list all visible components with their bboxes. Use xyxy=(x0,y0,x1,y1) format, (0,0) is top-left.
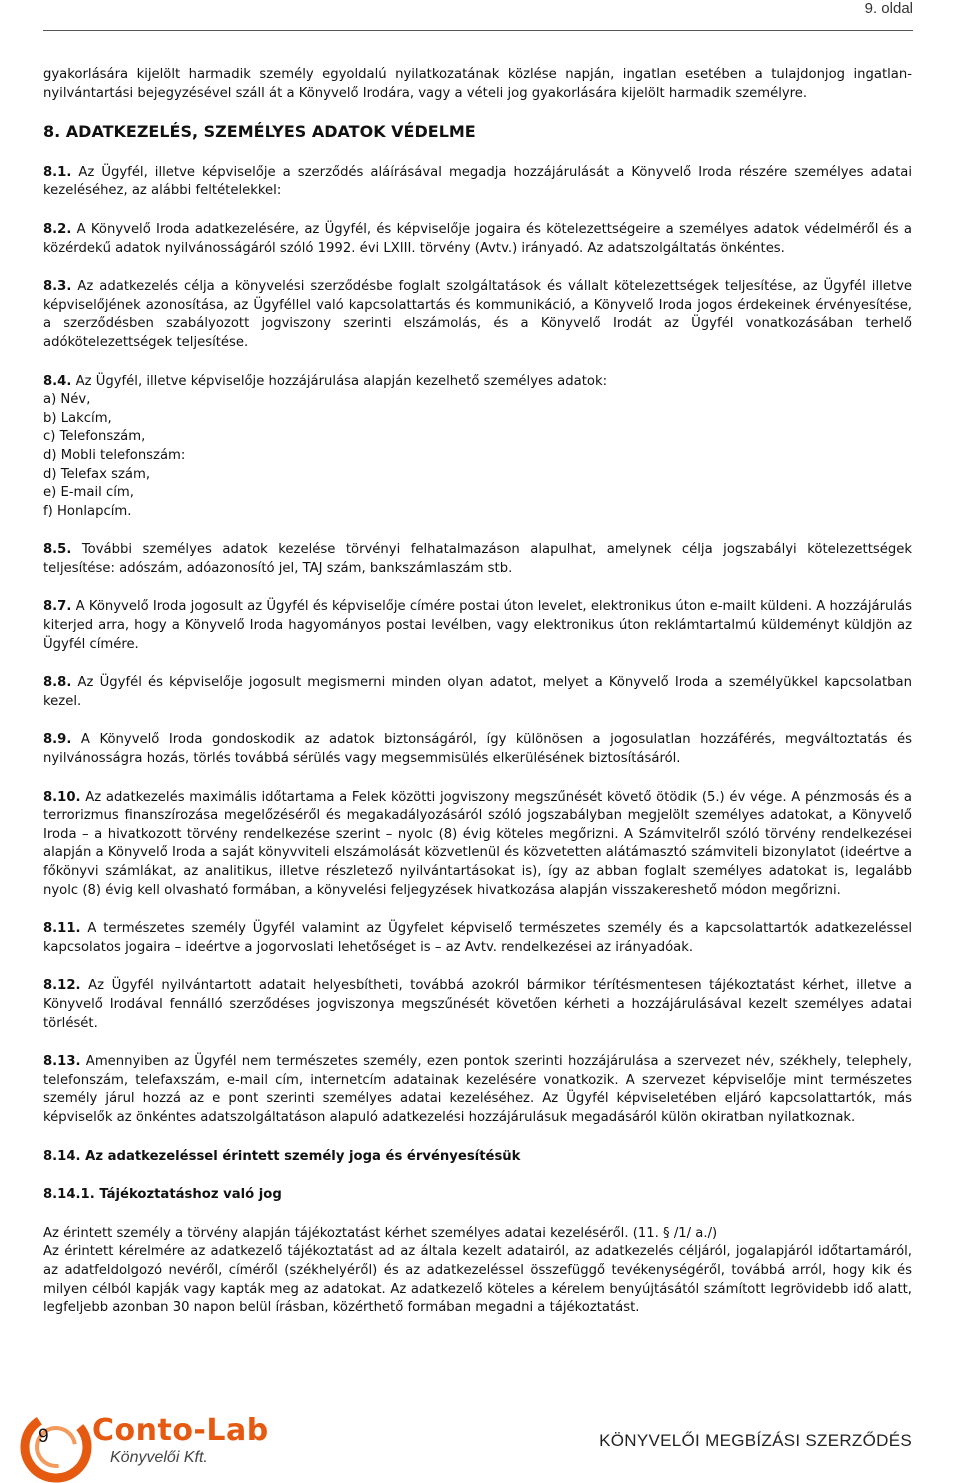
list-item: e) E-mail cím, xyxy=(43,485,134,501)
paragraph-number: 8.11. xyxy=(43,921,81,937)
paragraph-8-7 xyxy=(43,598,912,654)
paragraph-number: 8.3. xyxy=(43,279,72,295)
paragraph-text: Amennyiben az Ügyfél nem természetes személy, ezen pontok szerinti hozzájárulása a szervezet név, székhely, telephely, telefonszám, telefaxszám, e-mail cím, internetcím adatainak kezelésére vonatkozik. A szervezet képviselője mint természetes személy járul hozzá az e pont szerinti személyes adatai kezeléséhez. Az Ügyfél képviseletében eljáró kapcsolattartók, más képviselők az önkéntes adatszolgáltatáson alapuló adatkezelési hozzájárulásuk megadásáról külön okiratban nyilatkoznak. xyxy=(43,1054,912,1125)
section-title: 8. ADATKEZELÉS, SZEMÉLYES ADATOK VÉDELME xyxy=(43,122,476,142)
document-body xyxy=(43,66,912,1318)
paragraph-8-8 xyxy=(43,674,912,711)
paragraph-text: A Könyvelő Iroda adatkezelésére, az Ügyfél, és képviselője jogaira és kötelezettségeire a személyes adatok védelméről és a közérdekű adatok nyilvánosságáról szóló 1992. évi LXIII. törvény (Avtv.) irányadó. Az adatszolgáltatás önkéntes. xyxy=(43,221,912,256)
list-item: d) Telefax szám, xyxy=(43,466,151,482)
logo-subtitle: Könyvelői Kft. xyxy=(110,1449,208,1466)
paragraph-8-13 xyxy=(43,1053,912,1127)
paragraph-number: 8.10. xyxy=(43,789,81,805)
page-footer xyxy=(0,1405,960,1483)
intro-paragraph: gyakorlására kijelölt harmadik személy egyoldalú nyilatkozatának közlése napján, ingatlan esetében a tulajdonjog ingatlan-nyilvántartási bejegyzésével száll át a Könyvelő Irodára, vagy a vételi jog gyakorlására kijelölt harmadik személyre. xyxy=(43,67,912,101)
paragraph-8-14-1-a: Az érintett személy a törvény alapján tájékoztatást kérhet személyes adatai kezeléséről. (11. § /1/ a./) xyxy=(43,1225,718,1241)
paragraph-text: Az Ügyfél nyilvántartott adatait helyesbítheti, továbbá azokról bármikor térítésmentesen tájékoztatást kérhet, illetve a Könyvelő Irodával fennálló szerződéses jogviszonya megszűnését követően kérheti a hozzájárulásával kezelt személyes adatai törlését. xyxy=(43,978,912,1031)
paragraph-8-5 xyxy=(43,541,912,578)
paragraph-number: 8.5. xyxy=(43,542,72,558)
paragraph-8-12 xyxy=(43,977,912,1033)
list-item: d) Mobli telefonszám: xyxy=(43,447,186,463)
paragraph-number: 8.13. xyxy=(43,1054,81,1070)
paragraph-8-1 xyxy=(43,164,912,201)
paragraph-text: Az adatkezelés maximális időtartama a Felek közötti jogviszony megszűnését követő ötödik (5.) év vége. A pénzmosás és a terrorizmus finanszírozása megelőzéséről és megakadályozásáról szóló jogszabályban megjelölt személyes adatokat, a Könyvelő Iroda – a hivatkozott törvény rendelkezése szerint – nyolc (8) évig köteles megőrizni. A Számvitelről szóló törvény rendelkezései alapján a Könyvelő Iroda a saját könyvviteli elszámolását közvetlenül és közvetetten alátámasztó számviteli bizonylatot (ideértve a főkönyvi számlákat, az analitikus, illetve részletező nyilvántartásokat is), így az abban foglalt személyes adatokat is, legalább nyolc (8) évig kell olvasható formában, a könyvelési feljegyzések hivatkozása alapján visszakereshető módon megőrizni. xyxy=(43,789,912,898)
header-rule xyxy=(43,30,913,31)
paragraph-8-10 xyxy=(43,789,912,901)
paragraph-text: A Könyvelő Iroda gondoskodik az adatok biztonságáról, így különösen a jogosulatlan hozzáférés, megváltoztatás és nyilvánosságra hozás, törlés továbbá sérülés vagy megsemmisülés elkerülésének biztosításáról. xyxy=(43,732,912,767)
list-item: b) Lakcím, xyxy=(43,410,112,426)
paragraph-8-4 xyxy=(43,373,912,392)
list-item: c) Telefonszám, xyxy=(43,429,146,445)
paragraph-number: 8.7. xyxy=(43,599,72,615)
paragraph-number: 8.12. xyxy=(43,978,81,994)
page-label: 9. oldal xyxy=(864,0,913,17)
heading-8-14-1: 8.14.1. Tájékoztatáshoz való jog xyxy=(43,1187,282,1203)
paragraph-number: 8.8. xyxy=(43,675,72,691)
paragraph-8-11 xyxy=(43,920,912,957)
paragraph-number: 8.1. xyxy=(43,164,72,180)
logo-name: Conto-Lab xyxy=(92,1413,269,1448)
paragraph-8-9 xyxy=(43,731,912,768)
paragraph-text: A Könyvelő Iroda jogosult az Ügyfél és képviselője címére postai úton levelet, elektronikus úton e-mailt küldeni. A hozzájárulás kiterjed arra, hogy a Könyvelő Iroda hagyományos postai levélben, vagy elektronikus úton reklámtartalmú küldeményt küldjön az Ügyfél címére. xyxy=(43,599,912,652)
footer-document-title: KÖNYVELŐI MEGBÍZÁSI SZERZŐDÉS xyxy=(599,1431,912,1450)
paragraph-number: 8.2. xyxy=(43,221,72,237)
paragraph-text: Az adatkezelés célja a könyvelési szerződésbe foglalt szolgáltatások és vállalt kötelezettségek teljesítése, az Ügyfél illetve képviselőjének azonosítása, az Ügyféllel való kapcsolattartás és kommunikáció, a Könyvelő Iroda jogos érdekeinek érvényesítése, a szerződésben szabályozott jogviszony szerinti elszámolás, és a Könyvelő Irodát az Ügyfél vonatkozásában terhelő adókötelezettségek teljesítése. xyxy=(43,279,912,350)
paragraph-8-3 xyxy=(43,278,912,352)
footer-page-number: 9 xyxy=(38,1426,49,1447)
paragraph-text: Az Ügyfél, illetve képviselője a szerződés aláírásával megadja hozzájárulását a Könyvelő Iroda részére személyes adatai kezeléséhez, az alábbi feltételekkel: xyxy=(43,164,912,199)
list-item: f) Honlapcím. xyxy=(43,503,132,519)
paragraph-text: Az Ügyfél, illetve képviselője hozzájárulása alapján kezelhető személyes adatok: xyxy=(71,373,608,389)
paragraph-text: Az Ügyfél és képviselője jogosult megismerni minden olyan adatot, melyet a Könyvelő Iroda a személyükkel kapcsolatban kezel. xyxy=(43,675,912,709)
paragraph-8-2 xyxy=(43,221,912,258)
heading-8-14: 8.14. Az adatkezeléssel érintett személy joga és érvényesítésük xyxy=(43,1148,521,1164)
paragraph-number: 8.4. xyxy=(43,373,72,389)
list-item: a) Név, xyxy=(43,392,91,408)
personal-data-list xyxy=(43,391,912,521)
paragraph-text: A természetes személy Ügyfél valamint az Ügyfelet képviselő természetes személy és a kapcsolattartók adatkezeléssel kapcsolatos jogaira – ideértve a jogorvoslati lehetőséget is – az Avtv. rendelkezései az irányadóak. xyxy=(43,921,912,955)
paragraph-number: 8.9. xyxy=(43,732,72,748)
paragraph-text: További személyes adatok kezelése törvényi felhatalmazáson alapulhat, amelynek célja jogszabályi kötelezettségek teljesítése: adószám, adóazonosító jel, TAJ szám, bankszámlaszám stb. xyxy=(43,542,912,576)
paragraph-8-14-1-b: Az érintett kérelmére az adatkezelő tájékoztatást ad az általa kezelt adatairól, az adatkezelés céljáról, jogalapjáról időtartamáról, az adatfeldolgozó nevéről, címéről (székhelyéről) és az adatkezeléssel összefüggő tevékenységéről, továbbá arról, hogy kik és milyen célból kapják vagy kapták meg az adatokat. Az adatkezelő köteles a kérelem benyújtásától számított legrövidebb idő alatt, legfeljebb azonban 30 napon belül írásban, közérthető formában megadni a tájékoztatást. xyxy=(43,1244,912,1316)
